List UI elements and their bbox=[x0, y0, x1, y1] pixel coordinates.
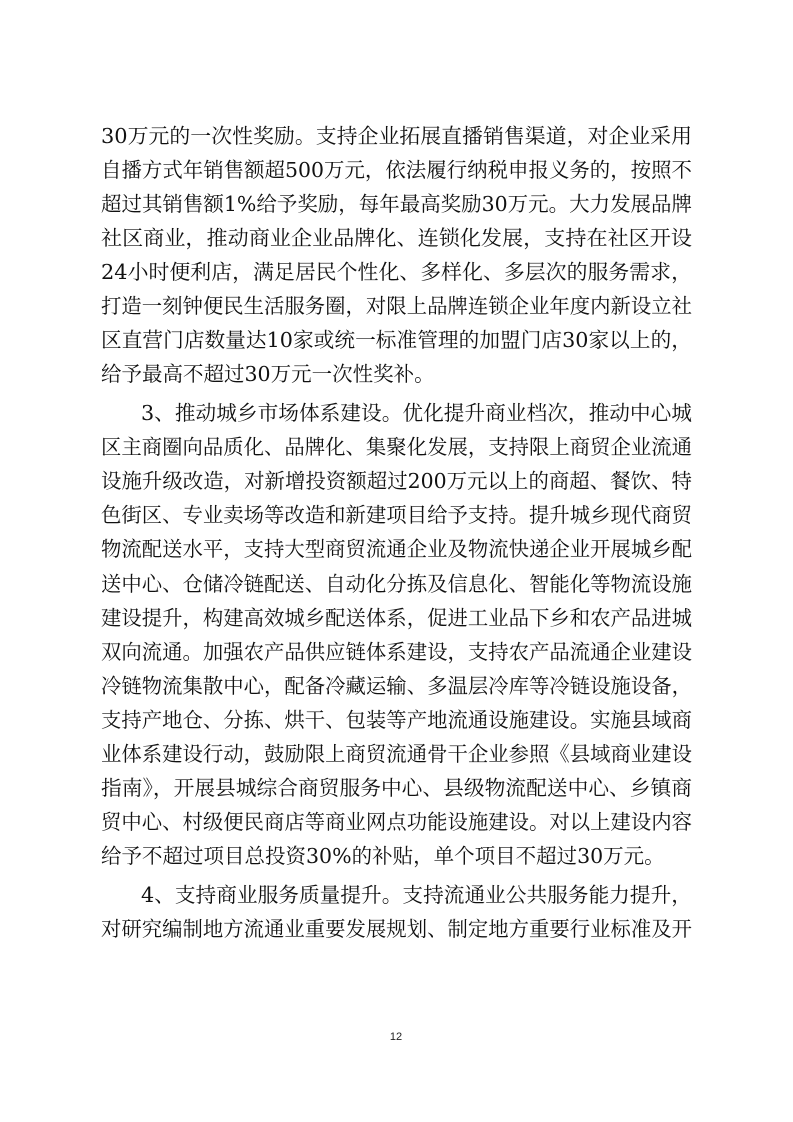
text-line bbox=[0, 254, 793, 290]
text-line-content: 物流配送水平，支持大型商贸流通企业及物流快递企业开展城乡配 bbox=[101, 537, 692, 561]
text-line bbox=[0, 288, 793, 324]
text-line-content: 给予不超过项目总投资30%的补贴，单个项目不超过30万元。 bbox=[101, 844, 665, 868]
text-line bbox=[0, 877, 793, 913]
text-line bbox=[0, 429, 793, 465]
text-line-content: 贸中心、村级便民商店等商业网点功能设施建设。对以上建设内容 bbox=[101, 810, 692, 834]
text-line bbox=[0, 118, 793, 154]
text-line bbox=[0, 736, 793, 772]
text-line bbox=[0, 497, 793, 533]
text-line bbox=[0, 668, 793, 704]
text-line bbox=[0, 356, 793, 392]
text-line-content: 区主商圈向品质化、品牌化、集聚化发展，支持限上商贸企业流通 bbox=[101, 435, 692, 459]
text-line bbox=[0, 322, 793, 358]
text-line bbox=[0, 463, 793, 499]
page-number: 12 bbox=[389, 1031, 403, 1043]
text-line-content: 指南》，开展县城综合商贸服务中心、县级物流配送中心、乡镇商 bbox=[101, 776, 692, 800]
text-line-content: 对研究编制地方流通业重要发展规划、制定地方重要行业标准及开 bbox=[101, 917, 692, 941]
text-line-content: 送中心、仓储冷链配送、自动化分拣及信息化、智能化等物流设施 bbox=[101, 572, 692, 596]
text-line-content: 给予最高不超过30万元一次性奖补。 bbox=[101, 362, 435, 386]
text-line-content: 业体系建设行动，鼓励限上商贸流通骨干企业参照《县域商业建设 bbox=[101, 742, 692, 766]
text-line-content: 4、支持商业服务质量提升。支持流通业公共服务能力提升， bbox=[141, 883, 692, 907]
text-line bbox=[0, 220, 793, 256]
text-line-content: 设施升级改造，对新增投资额超过200万元以上的商超、餐饮、特 bbox=[101, 469, 692, 493]
text-line bbox=[0, 804, 793, 840]
text-line-content: 3、推动城乡市场体系建设。优化提升商业档次，推动中心城 bbox=[141, 401, 692, 425]
text-line-content: 超过其销售额1%给予奖励，每年最高奖励30万元。大力发展品牌 bbox=[101, 192, 692, 216]
text-line bbox=[0, 152, 793, 188]
text-line-content: 30万元的一次性奖励。支持企业拓展直播销售渠道，对企业采用 bbox=[101, 124, 692, 148]
text-line-content: 打造一刻钟便民生活服务圈，对限上品牌连锁企业年度内新设立社 bbox=[101, 294, 692, 318]
text-line-content: 支持产地仓、分拣、烘干、包装等产地流通设施建设。实施县域商 bbox=[101, 708, 692, 732]
text-line bbox=[0, 566, 793, 602]
text-line-content: 24小时便利店，满足居民个性化、多样化、多层次的服务需求， bbox=[101, 260, 692, 284]
text-line-content: 色街区、专业卖场等改造和新建项目给予支持。提升城乡现代商贸 bbox=[101, 503, 692, 527]
text-line-content: 建设提升，构建高效城乡配送体系，促进工业品下乡和农产品进城 bbox=[101, 606, 692, 630]
text-line bbox=[0, 634, 793, 670]
text-line-content: 区直营门店数量达10家或统一标准管理的加盟门店30家以上的， bbox=[101, 328, 692, 352]
text-line bbox=[0, 395, 793, 431]
text-line-content: 社区商业，推动商业企业品牌化、连锁化发展，支持在社区开设 bbox=[101, 226, 692, 250]
text-line-content: 自播方式年销售额超500万元，依法履行纳税申报义务的，按照不 bbox=[101, 158, 692, 182]
text-line bbox=[0, 702, 793, 738]
text-line bbox=[0, 531, 793, 567]
text-line-content: 冷链物流集散中心，配备冷藏运输、多温层冷库等冷链设施设备， bbox=[101, 674, 692, 698]
text-line-content: 双向流通。加强农产品供应链体系建设，支持农产品流通企业建设 bbox=[101, 640, 692, 664]
text-line bbox=[0, 911, 793, 947]
text-line bbox=[0, 770, 793, 806]
text-line bbox=[0, 600, 793, 636]
text-line bbox=[0, 186, 793, 222]
text-line bbox=[0, 838, 793, 874]
